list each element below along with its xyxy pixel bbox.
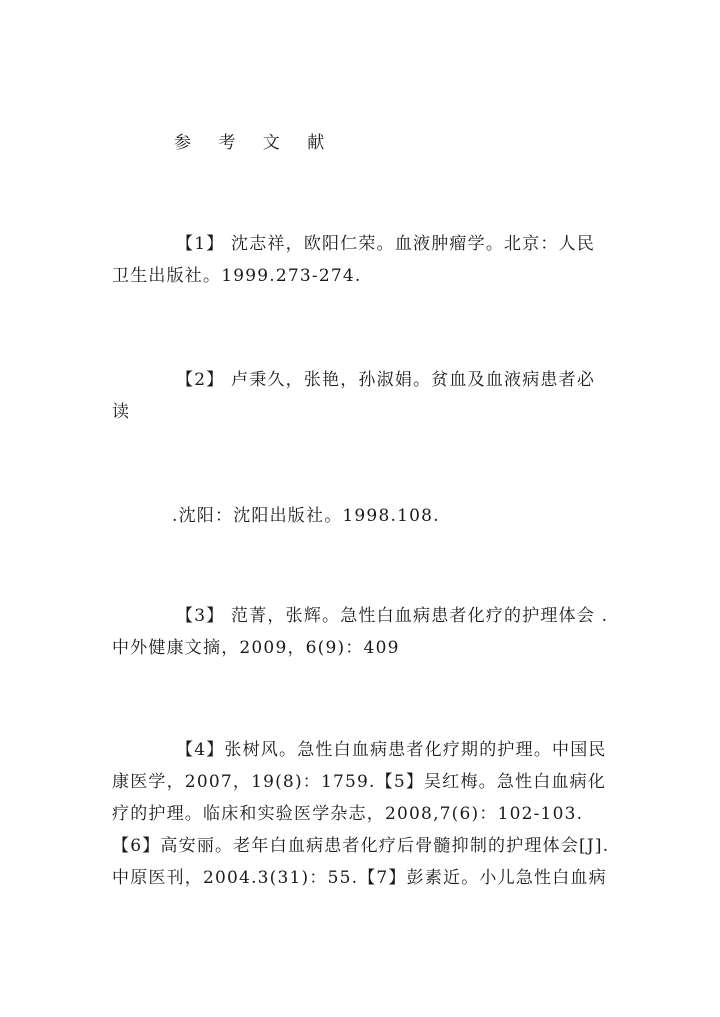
references-4-to-7: 【4】张树风。急性白血病患者化疗期的护理。中国民康医学，2007，19(8)：1759.【5】吴红梅。急性白血病化疗的护理。临床和实验医学杂志，2008,7(6)：102-103.【6】高安丽。老年白血病患者化疗后骨髓抑制的护理体会[J].中原医刊，2004.3(31)：55.【7】彭素近。小儿急性白血病 — [112, 740, 610, 888]
reference-2: 【2】 卢秉久，张艳，孙淑娟。贫血及血液病患者必读 — [112, 370, 596, 422]
references-heading: 参 考 文 献 — [174, 133, 336, 153]
reference-1: 【1】 沈志祥，欧阳仁荣。血液肿瘤学。北京：人民卫生出版社。1999.273-274. — [112, 234, 596, 286]
reference-2-continued: .沈阳：沈阳出版社。1998.108. — [172, 506, 440, 526]
reference-3: 【3】 范菁，张辉。急性白血病患者化疗的护理体会 .中外健康文摘，2009，6(9)：409 — [112, 606, 609, 658]
